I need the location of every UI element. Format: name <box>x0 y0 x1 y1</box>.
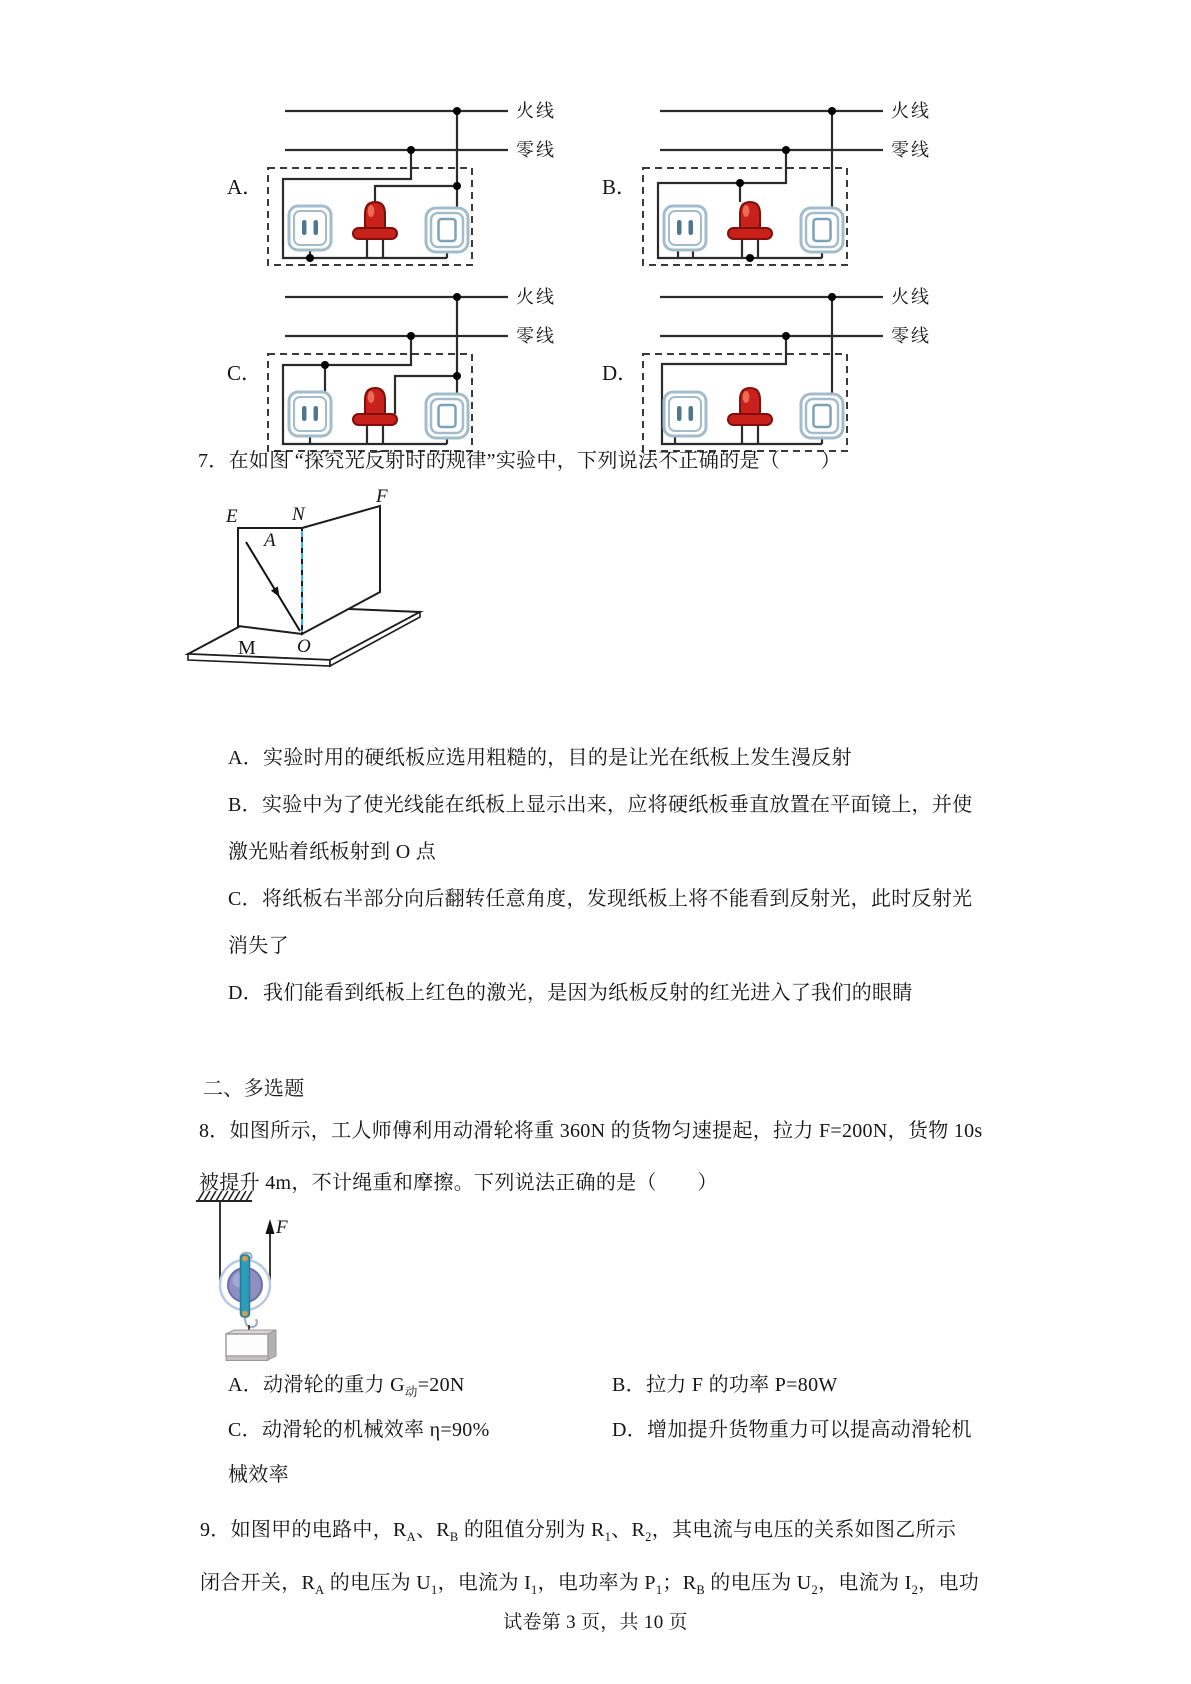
q8-option-d-line1: D．增加提升货物重力可以提高动滑轮机 <box>612 1419 972 1441</box>
bottom-hook-icon <box>245 1317 257 1327</box>
q7-option-d: D．我们能看到纸板上红色的激光，是因为纸板反射的红光进入了我们的眼睛 <box>228 982 913 1004</box>
switch-icon <box>801 208 843 252</box>
neutral-wire-label: 零线 <box>516 140 556 160</box>
question-9-stem-line1: 9．如图甲的电路中，$R_A$、$R_B$ 的阻值分别为 $R_1$、$R_2$，其电流与电压的关系如图乙所示 <box>200 1519 957 1544</box>
q7-option-b-line2: 激光贴着纸板射到 O 点 <box>228 841 437 863</box>
switch-icon <box>426 394 468 438</box>
option-letter: A． <box>227 175 264 199</box>
ceiling-hatch <box>196 1191 252 1201</box>
section-2-title: 二、多选题 <box>203 1078 305 1100</box>
live-wire-label: 火线 <box>516 101 556 121</box>
q7-option-c-line2: 消失了 <box>228 935 289 957</box>
lamp-icon <box>728 388 772 425</box>
reflection-experiment-figure <box>182 484 432 679</box>
circuit-option-d <box>600 268 930 453</box>
question-8-stem-line1: 8．如图所示，工人师傅利用动滑轮将重 360N 的货物匀速提起，拉力 F=200N，货物 10s <box>199 1120 983 1142</box>
q7-option-a: A．实验时用的硬纸板应选用粗糙的，目的是让光在纸板上发生漫反射 <box>228 747 852 769</box>
label-F: F <box>376 486 388 507</box>
circuit-option-c <box>225 268 555 453</box>
lamp-icon <box>728 202 772 239</box>
option-letter: B． <box>602 175 638 199</box>
q8-option-d-line2: 械效率 <box>228 1464 289 1486</box>
question-8-stem-line2: 被提升 4m，不计绳重和摩擦。下列说法正确的是（ ） <box>199 1172 718 1194</box>
junction-dots <box>782 293 836 340</box>
neutral-wire-label: 零线 <box>516 326 556 346</box>
socket-icon <box>664 206 706 250</box>
q7-option-c-line1: C．将纸板右半部分向后翻转任意角度，发现纸板上将不能看到反射光，此时反射光 <box>228 888 973 910</box>
q7-option-b-line1: B．实验中为了使光线能在纸板上显示出来，应将硬纸板垂直放置在平面镜上，并使 <box>228 794 973 816</box>
question-7-stem: 7．在如图 “探究光反射时的规律”实验中，下列说法不正确的是（ ） <box>198 450 841 472</box>
option-letter: C． <box>227 361 263 385</box>
socket-icon <box>664 392 706 436</box>
load-weight <box>226 1330 276 1361</box>
lamp-icon <box>353 388 397 425</box>
label-A: A <box>264 530 276 551</box>
neutral-wire-label: 零线 <box>891 140 931 160</box>
option-letter: D． <box>602 361 639 385</box>
label-N: N <box>292 504 305 525</box>
label-E: E <box>226 506 238 527</box>
circuit-option-a <box>225 82 555 267</box>
label-O: O <box>297 636 311 657</box>
live-wire-label: 火线 <box>891 287 931 307</box>
force-label: F <box>276 1217 288 1238</box>
switch-icon <box>426 208 468 252</box>
neutral-wire-label: 零线 <box>891 326 931 346</box>
q8-option-a: A．动滑轮的重力 $G_动=20N$ <box>228 1374 465 1399</box>
socket-icon <box>289 206 331 250</box>
socket-icon <box>289 392 331 436</box>
label-M: M <box>238 637 256 659</box>
movable-pulley <box>220 1253 270 1327</box>
pulley-figure <box>190 1185 305 1365</box>
circuit-option-b <box>600 82 930 267</box>
lamp-icon <box>353 202 397 239</box>
live-wire-label: 火线 <box>891 101 931 121</box>
live-wire-label: 火线 <box>516 287 556 307</box>
switch-icon <box>801 394 843 438</box>
page-footer: 试卷第 3 页，共 10 页 <box>503 1612 688 1633</box>
question-9-stem-line2: 闭合开关，$R_A$ 的电压为 $U_1$，电流为 $I_1$，电功率为 $P_1$；$R_B$ 的电压为 $U_2$，电流为 $I_2$，电功 <box>200 1572 980 1597</box>
q8-option-b: B．拉力 F 的功率 P=80W <box>612 1374 838 1396</box>
q8-option-c: C．动滑轮的机械效率 η=90% <box>228 1419 490 1441</box>
